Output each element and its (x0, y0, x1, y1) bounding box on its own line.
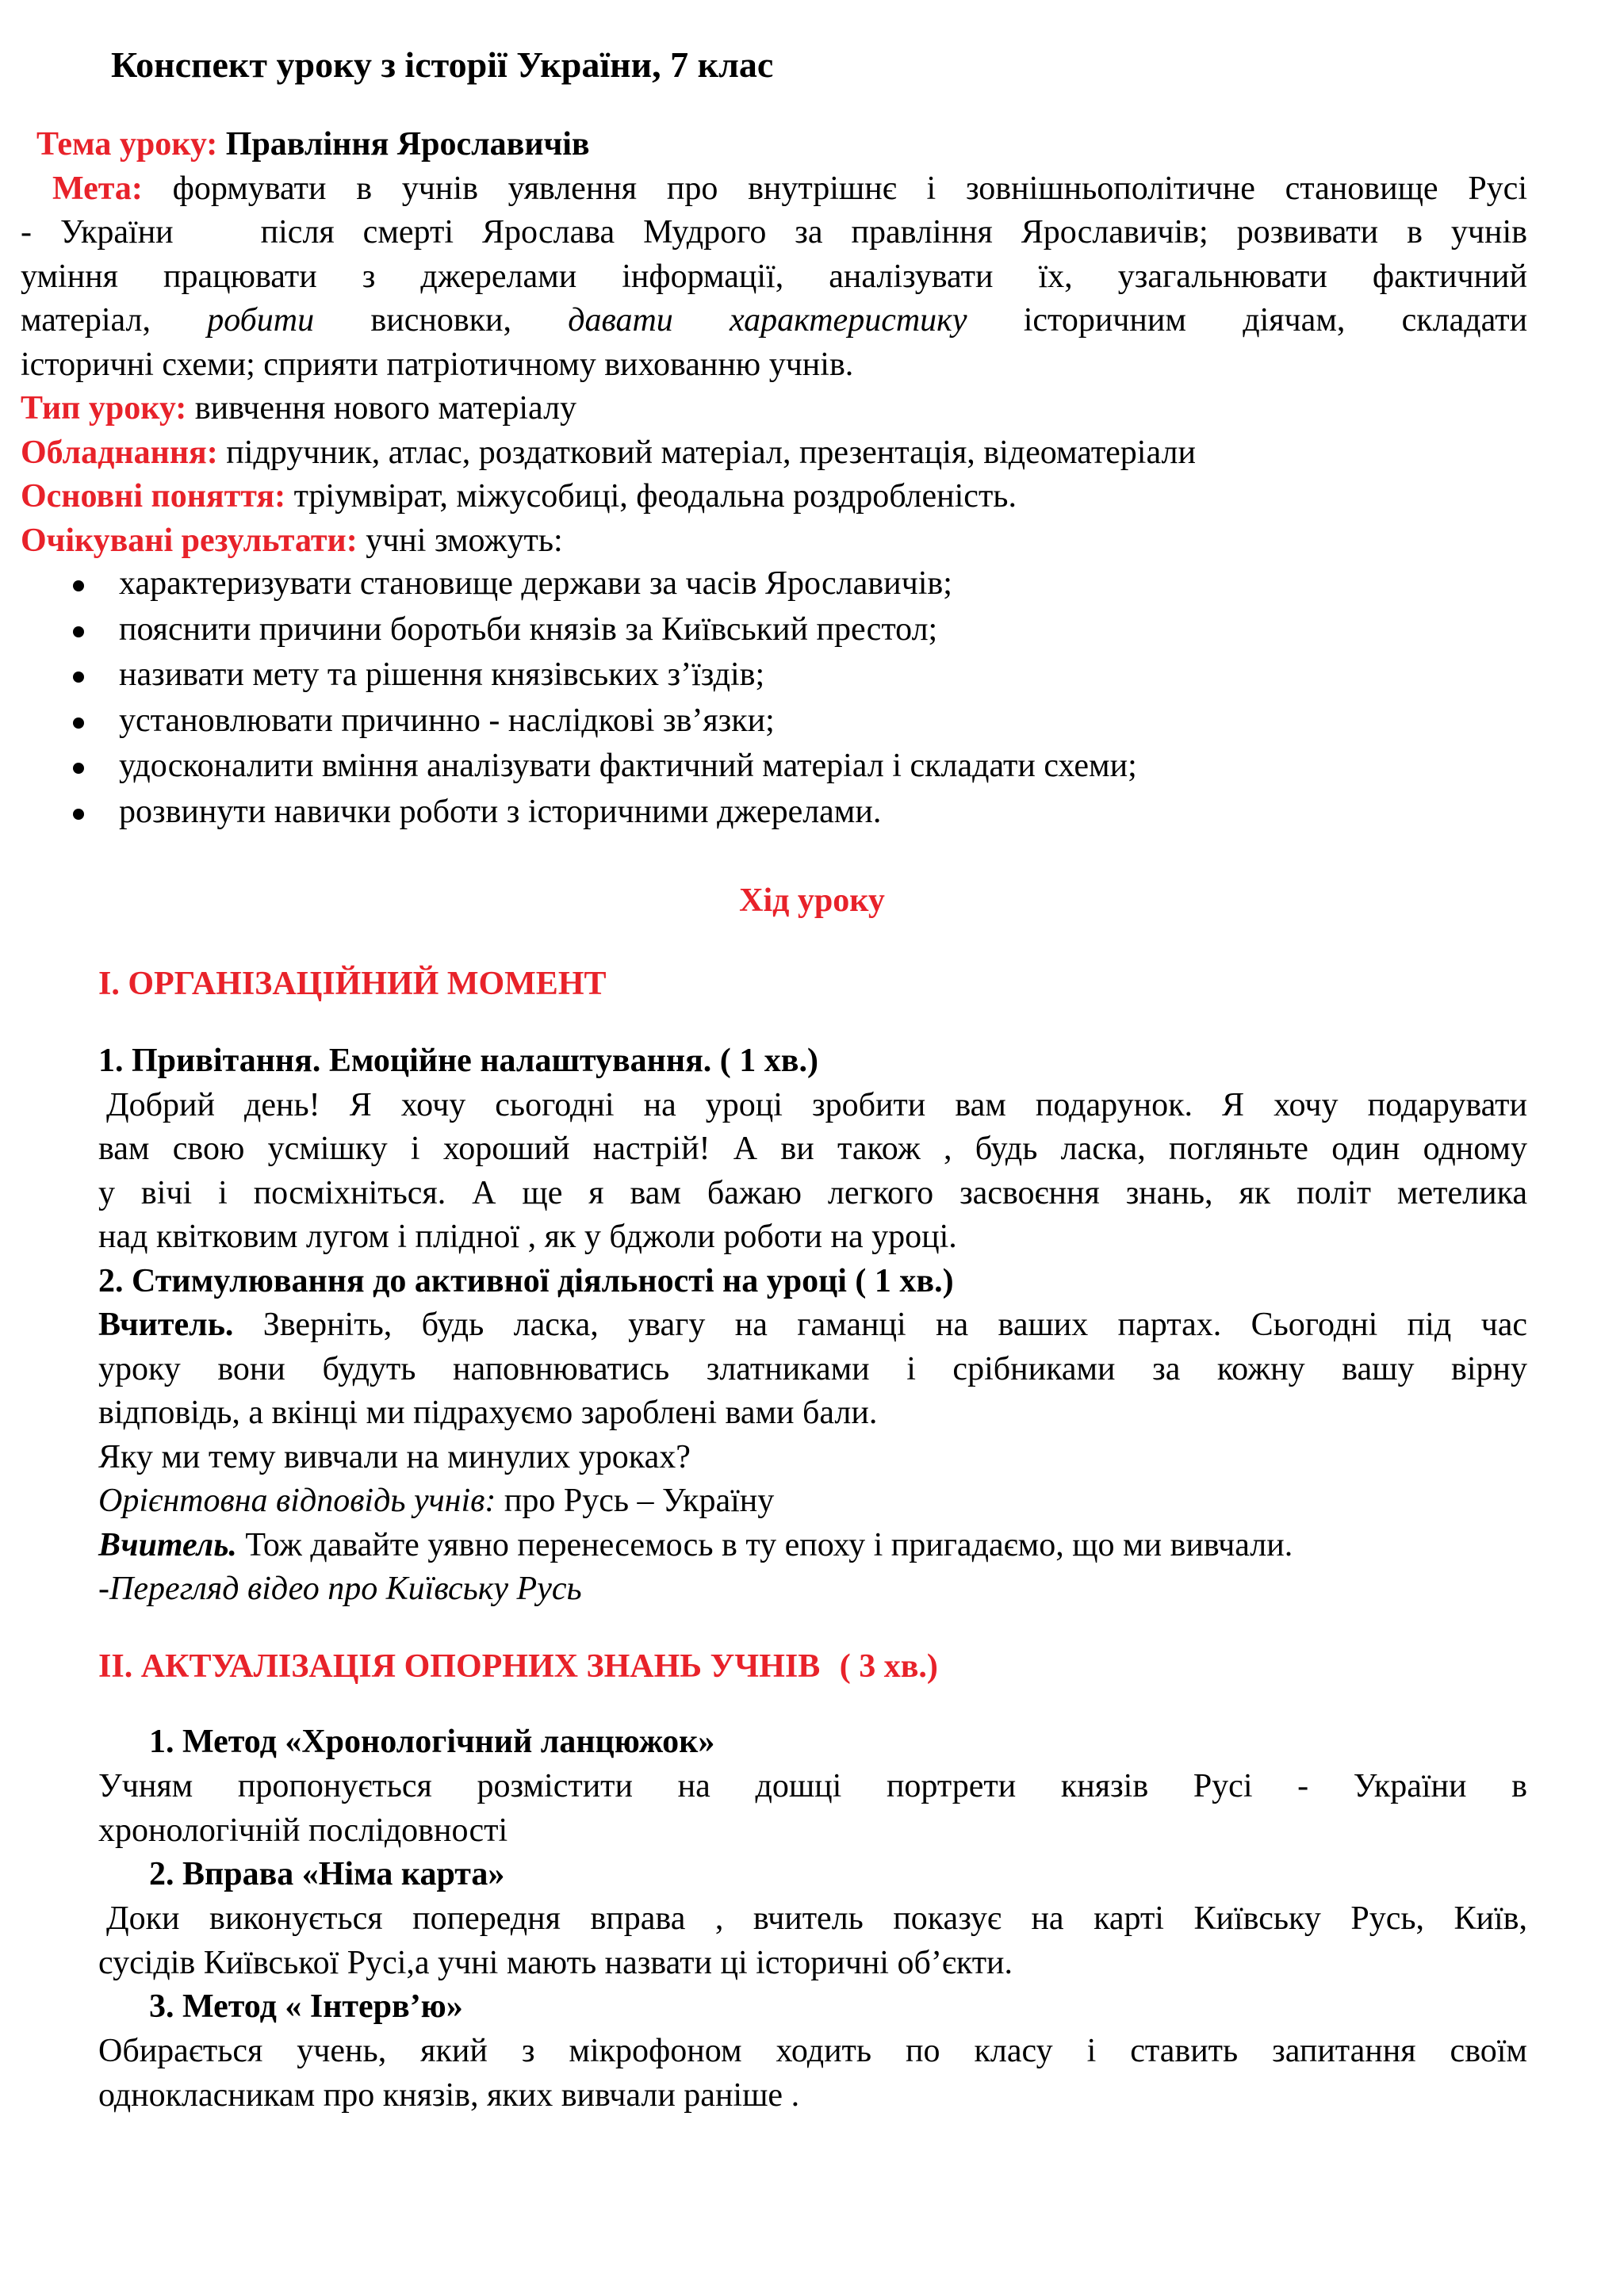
method-1-line-1: Учням пропонується розмістити на дошці портрети князів Русі - України в (98, 1768, 1527, 1804)
list-item: називати мету та рішення князівських з’їздів; (67, 652, 1137, 698)
list-item: установлювати причинно - наслідкові зв’язки; (67, 698, 1137, 744)
section-1-sub-2: 2. Стимулювання до активної діяльності на уроці ( 1 хв.) (98, 1262, 954, 1299)
answer-label: Орієнтовна відповідь учнів: (98, 1483, 496, 1519)
greeting-line-2: вам свою усмішку і хороший настрій! А ви також , будь ласка, погляньте один одному (98, 1131, 1527, 1167)
goal-line-3: уміння працювати з джерелами інформації, аналізувати їх, узагальнювати фактичний (21, 258, 1527, 295)
concepts-line (21, 475, 1527, 519)
section-1-body (98, 1039, 1527, 1612)
method-2-body (98, 1897, 1527, 1985)
lesson-type-value: вивчення нового матеріалу (194, 390, 577, 427)
method-3-body (98, 2030, 1527, 2118)
bullet-icon (73, 626, 84, 637)
results-line (21, 519, 1527, 564)
method-1-line-2: хронологічній послідовності (98, 1812, 508, 1849)
section-2-time: ( 3 хв.) (839, 1648, 938, 1685)
teacher-text-4: Тож давайте уявно перенесемось в ту епоху і пригадаємо, що ми вивчали. (245, 1526, 1293, 1563)
teacher-label: Вчитель. (98, 1307, 234, 1343)
section-1-sub-1: 1. Привітання. Емоційне налаштування. ( 1 хв.) (98, 1043, 818, 1079)
section-1-heading: I. ОРГАНІЗАЦІЙНИЙ МОМЕНТ (98, 966, 607, 1002)
method-3-title: 3. Метод « Інтерв’ю» (149, 1988, 463, 2025)
goal-text-4b: робити (207, 302, 315, 339)
goal-text-4c: висновки, (370, 302, 512, 339)
teacher-label-2: Вчитель. (98, 1526, 237, 1563)
bullet-icon (73, 580, 84, 591)
greeting-line-1: Добрий день! Я хочу сьогодні на уроці зробити вам подарунок. Я хочу подарувати (106, 1086, 1527, 1123)
list-item: характеризувати становище держави за часів Ярославичів; (67, 561, 1137, 607)
equipment-label: Обладнання: (21, 434, 218, 471)
topic-line (21, 123, 1527, 167)
goal-text-2a: - України (21, 214, 174, 251)
section-2-heading (98, 1644, 938, 1689)
results-label: Очікувані результати: (21, 522, 358, 559)
greeting-line-3: у вічі і посміхніться. А ще я вам бажаю легкого засвоєння знань, як політ метелика (98, 1174, 1527, 1211)
teacher-line-2: уроку вони будуть наповнюватись златниками і срібниками за кожну вашу вірну (98, 1350, 1527, 1387)
teacher-text-1: Зверніть, будь ласка, увагу на гаманці на ваших партах. Сьогодні під час (262, 1307, 1527, 1343)
method-2-line-2: сусідів Київської Русі,а учні мають назвати ці історичні об’єкти. (98, 1944, 1013, 1981)
goal-line-4 (21, 299, 1527, 343)
bullet-icon (73, 809, 84, 820)
list-item: розвинути навички роботи з історичними джерелами. (67, 790, 1137, 836)
goal-line-5: історичні схеми; сприяти патріотичному вихованню учнів. (21, 346, 854, 383)
course-heading: Хід уроку (739, 882, 885, 919)
goal-text-1: формувати в учнів уявлення про внутрішнє і зовнішньополітичне становище Русі (172, 170, 1527, 207)
method-1-title: 1. Метод «Хронологічний ланцюжок» (149, 1724, 715, 1760)
concepts-label: Основні поняття: (21, 478, 286, 515)
method-2-line-1: Доки виконується попередня вправа , вчитель показує на карті Київську Русь, Київ, (106, 1900, 1527, 1937)
method-3-line-1: Обирається учень, який з мікрофоном ходить по класу і ставить запитання своїм (98, 2033, 1527, 2069)
lesson-type-label: Тип уроку: (21, 390, 187, 427)
teacher-line-1 (98, 1303, 1527, 1348)
goal-text-4d: давати характеристику (568, 302, 967, 339)
method-3-line-2: однокласникам про князів, яких вивчали раніше . (98, 2076, 800, 2114)
teacher-line-3: відповідь, а вкінці ми підрахуємо зароблені вами бали. (98, 1395, 878, 1431)
equipment-value: підручник, атлас, роздатковий матеріал, презентація, відеоматеріали (226, 434, 1196, 471)
video-line: -Перегляд відео про Київську Русь (98, 1571, 582, 1607)
results-list (67, 561, 1137, 835)
topic-value: Правління Ярославичів (225, 126, 590, 163)
results-value: учні зможуть: (366, 522, 563, 559)
section-2-title: II. АКТУАЛІЗАЦІЯ ОПОРНИХ ЗНАНЬ УЧНІВ (98, 1648, 821, 1685)
teacher-line-4 (98, 1524, 1527, 1568)
bullet-icon (73, 672, 84, 683)
lesson-type-line (21, 387, 1527, 431)
answer-value: про Русь – Україну (504, 1483, 775, 1519)
list-item: удосконалити вміння аналізувати фактичний матеріал і складати схеми; (67, 744, 1137, 790)
goal-label: Мета: (52, 170, 143, 207)
bullet-icon (73, 763, 84, 774)
list-item: пояснити причини боротьби князів за Київський престол; (67, 607, 1137, 653)
lesson-header (21, 123, 1527, 563)
goal-text-4e: історичним діячам, складати (1023, 302, 1528, 339)
equipment-line (21, 431, 1527, 476)
bullet-icon (73, 718, 84, 729)
goal-line-2 (21, 211, 1527, 255)
document-title: Конспект уроку з історії України, 7 клас (111, 44, 774, 85)
topic-label: Тема уроку: (36, 126, 218, 163)
question-line: Яку ми тему вивчали на минулих уроках? (98, 1438, 691, 1475)
goal-text-2b: після смерті Ярослава Мудрого за правління Ярославичів; розвивати в учнів (260, 214, 1527, 251)
method-2-title: 2. Вправа «Німа карта» (149, 1856, 505, 1892)
concepts-value: тріумвірат, міжусобиці, феодальна роздробленість. (293, 478, 1017, 515)
greeting-line-4: над квітковим лугом і плідної , як у бджоли роботи на уроці. (98, 1219, 957, 1255)
answer-line (98, 1479, 1527, 1524)
method-1-body (98, 1765, 1527, 1853)
goal-line-1 (21, 167, 1527, 212)
goal-text-4a: матеріал, (21, 302, 151, 339)
